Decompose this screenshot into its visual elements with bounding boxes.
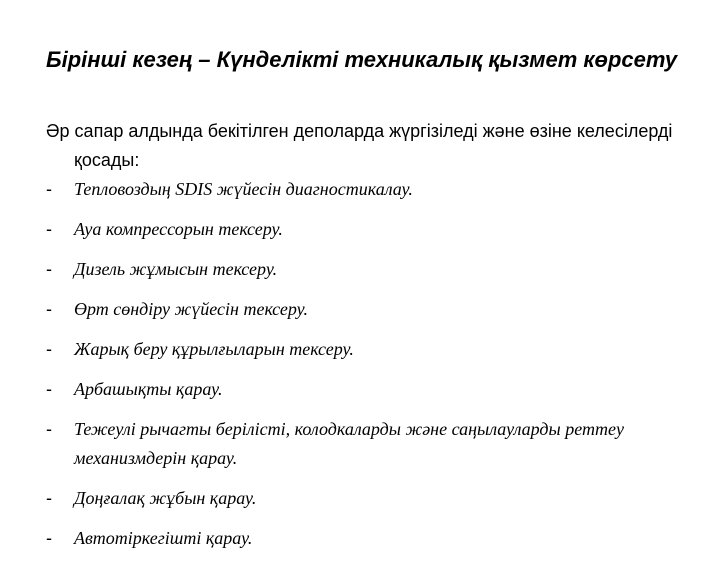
list-item <box>46 295 676 324</box>
bullet-marker: - <box>46 219 52 239</box>
list-item-text: Арбашықты қарау. <box>74 379 223 399</box>
list-item-text: Жарық беру құрылғыларын тексеру. <box>74 339 354 359</box>
intro-paragraph: Әр сапар алдында бекітілген деполарда жүргізіледі және өзіне келесілерді қосады: <box>46 121 673 170</box>
list-item-text: Автотіркегішті қарау. <box>74 528 253 548</box>
list-item <box>46 255 676 284</box>
list-item-text: Тежеулі рычагты берілісті, колодкаларды және саңылауларды реттеу механизмдерін қарау. <box>74 419 624 468</box>
slide-title: Бірінші кезең – Күнделікті техникалық қызмет көрсету <box>46 47 678 72</box>
list-item-text: Дизель жұмысын тексеру. <box>74 259 278 279</box>
bullet-marker: - <box>46 528 52 548</box>
bullet-marker: - <box>46 339 52 359</box>
bullet-marker: - <box>46 379 52 399</box>
bullet-marker: - <box>46 419 52 439</box>
bullet-marker: - <box>46 179 52 199</box>
list-item <box>46 524 676 553</box>
list-item <box>46 215 676 244</box>
list-item <box>46 375 676 404</box>
bullet-marker: - <box>46 488 52 508</box>
maintenance-list <box>46 175 676 564</box>
bullet-marker: - <box>46 259 52 279</box>
bullet-marker: - <box>46 299 52 319</box>
list-item <box>46 175 676 204</box>
list-item-text: Доңғалақ жұбын қарау. <box>74 488 257 508</box>
list-item-text: Ауа компрессорын тексеру. <box>74 219 283 239</box>
list-item <box>46 415 676 473</box>
list-item-text: Өрт сөндіру жүйесін тексеру. <box>74 299 309 319</box>
list-item <box>46 335 676 364</box>
list-item-text: Тепловоздың SDIS жүйесін диагностикалау. <box>74 179 413 199</box>
list-item <box>46 484 676 513</box>
